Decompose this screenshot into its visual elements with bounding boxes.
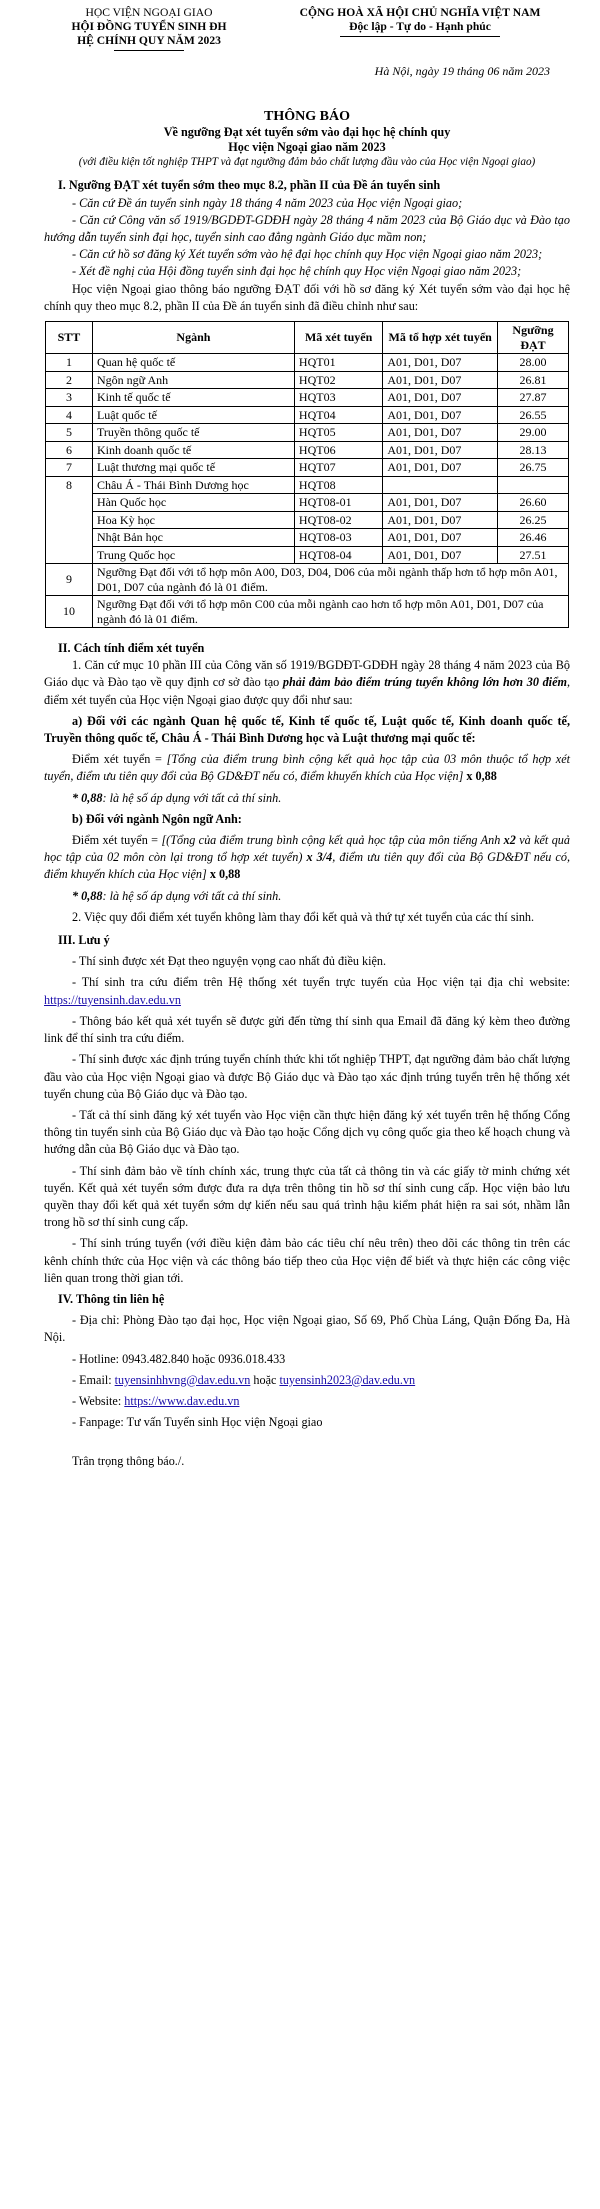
cell-code: HQT08 [294, 476, 382, 494]
email-link-2[interactable]: tuyensinh2023@dav.edu.vn [279, 1372, 416, 1387]
cell-combo: A01, D01, D07 [383, 406, 498, 424]
national-motto: Độc lập - Tự do - Hạnh phúc [349, 20, 491, 33]
cell-stt: 2 [46, 371, 93, 389]
table-row [46, 476, 569, 494]
formula-a [44, 751, 570, 785]
col-header-combo: Mã tổ hợp xét tuyển [383, 322, 498, 354]
cell-combo: A01, D01, D07 [383, 494, 498, 512]
cell-stt: 1 [46, 354, 93, 372]
issuer-line-3: HỆ CHÍNH QUY NĂM 2023 [77, 34, 221, 47]
contact-fanpage: - Fanpage: Tư vấn Tuyển sinh Học viện Ngoại giao [72, 1415, 323, 1430]
formula-label: Điểm xét tuyển = [72, 833, 162, 848]
table-subrow [46, 546, 569, 564]
cell-combo: A01, D01, D07 [383, 546, 498, 564]
cell-combo: A01, D01, D07 [383, 389, 498, 407]
cell-code: HQT08-04 [294, 546, 382, 564]
email-link-1[interactable]: tuyensinhhvng@dav.edu.vn [114, 1372, 251, 1387]
issuer-block [44, 6, 254, 51]
section-3-heading: III. Lưu ý [58, 933, 110, 948]
table-row [46, 441, 569, 459]
cell-combo: A01, D01, D07 [383, 441, 498, 459]
note-item: - Tất cả thí sinh đăng ký xét tuyển vào Học viện cần thực hiện đăng ký xét tuyển trên hệ thống Cổng thông tin tuyển sinh của Bộ Giáo dục và Đào tạo hoặc Cổng dịch vụ công quốc gia theo kế hoạch chung và hướng dẫn của Bộ Giáo dục và Đào tạo. [44, 1107, 570, 1157]
cell-major: Ngôn ngữ Anh [92, 371, 294, 389]
cell-note: Ngưỡng Đạt đối với tổ hợp môn A00, D03, D04, D06 của mỗi ngành thấp hơn tổ hợp môn A01, D01, D07 của ngành đó là 01 điểm. [92, 564, 568, 596]
threshold-table [45, 321, 569, 628]
cell-major: Nhật Bản học [92, 529, 294, 547]
cell-threshold: 26.55 [498, 406, 569, 424]
cell-combo: A01, D01, D07 [383, 354, 498, 372]
section-1-intro: Học viện Ngoại giao thông báo ngưỡng ĐẠT đối với hồ sơ đăng ký Xét tuyển sớm vào đại học hệ chính quy theo mục 8.2, phần II của Đề án tuyển sinh đã điều chỉnh như sau: [44, 281, 570, 313]
formula-body: và kết quả học tập của 02 môn còn lại trong tổ hợp xét tuyển) [44, 833, 570, 865]
section-1-heading: I. Ngưỡng ĐẠT xét tuyển sớm theo mục 8.2, phần II của Đề án tuyển sinh [58, 178, 441, 193]
note-b [44, 888, 570, 905]
cell-threshold: 27.51 [498, 546, 569, 564]
section-2-paragraph-1 [44, 657, 570, 709]
table-row [46, 596, 569, 628]
motto-underline [340, 36, 500, 37]
note-coefficient: * 0,88 [72, 790, 103, 805]
note-item: - Thông báo kết quả xét tuyển sẽ được gửi đến từng thí sinh qua Email đã đăng ký kèm theo đường link để thí sinh tra cứu điểm. [44, 1013, 570, 1046]
cell-code: HQT03 [294, 389, 382, 407]
contact-website [44, 1393, 570, 1410]
basis-1: - Căn cứ Đề án tuyển sinh ngày 18 tháng 4 năm 2023 của Học viện Ngoại giao; [72, 195, 463, 210]
cell-major: Quan hệ quốc tế [92, 354, 294, 372]
cell-code: HQT08-02 [294, 511, 382, 529]
basis-3: - Căn cứ hồ sơ đăng ký Xét tuyển sớm vào hệ đại học chính quy Học viện Ngoại giao năm 2023; [72, 247, 543, 262]
text-run: , điểm xét tuyển của Học viện Ngoại giao được quy đổi như sau: [44, 675, 570, 707]
closing-line: Trân trọng thông báo./. [72, 1454, 185, 1469]
contact-address: - Địa chỉ: Phòng Đào tạo đại học, Học viện Ngoại giao, Số 69, Phố Chùa Láng, Quận Đống Đa, Hà Nội. [44, 1313, 570, 1345]
formula-body: [(Tổng của điểm trung bình cộng kết quả học tập của môn tiếng Anh [161, 833, 504, 848]
cell-threshold: 26.46 [498, 529, 569, 547]
section-2-heading: II. Cách tính điểm xét tuyển [58, 641, 205, 656]
contact-email [44, 1372, 570, 1389]
issuer-underline [114, 50, 184, 51]
note-item: - Thí sinh được xác định trúng tuyển chính thức khi tốt nghiệp THPT, đạt ngưỡng đảm bảo chất lượng đầu vào của Học viện Ngoại giao và được Bộ Giáo dục và Đào tạo xác định trúng tuyển trên hệ thống xét tuyển chung của Bộ Giáo dục và Đào tạo. [44, 1052, 570, 1101]
cell-code: HQT05 [294, 424, 382, 442]
emphasis-run: phải đảm bảo điểm trúng tuyển không lớn hơn 30 điểm [282, 675, 567, 690]
cell-code: HQT01 [294, 354, 382, 372]
cell-threshold: 26.75 [498, 459, 569, 477]
document-subtitle-2: Học viện Ngoại giao năm 2023 [228, 140, 386, 155]
cell-threshold [498, 476, 569, 494]
national-motto-block [270, 6, 570, 51]
text-run: hoặc [250, 1372, 280, 1387]
table-subrow [46, 529, 569, 547]
note-item: - Thí sinh được xét Đạt theo nguyện vọng cao nhất đủ điều kiện. [72, 954, 387, 969]
note-item-lookup [44, 974, 570, 1008]
cell-stt: 4 [46, 406, 93, 424]
text-run: - Website: [72, 1393, 125, 1408]
cell-code: HQT08-01 [294, 494, 382, 512]
cell-code: HQT08-03 [294, 529, 382, 547]
cell-combo: A01, D01, D07 [383, 424, 498, 442]
cell-combo: A01, D01, D07 [383, 459, 498, 477]
cell-major: Kinh doanh quốc tế [92, 441, 294, 459]
cell-major: Hàn Quốc học [92, 494, 294, 512]
text-run: - Email: [72, 1372, 115, 1387]
cell-major: Kinh tế quốc tế [92, 389, 294, 407]
table-row [46, 459, 569, 477]
issuer-line-1: HỌC VIỆN NGOẠI GIAO [85, 6, 213, 19]
section-2-paragraph-2: 2. Việc quy đổi điểm xét tuyển không làm thay đổi kết quả và thứ tự xét tuyển của các thí sinh. [72, 909, 535, 924]
table-row [46, 564, 569, 596]
section-2-a-heading: a) Đối với các ngành Quan hệ quốc tế, Kinh tế quốc tế, Luật quốc tế, Kinh doanh quốc tế, Truyền thông quốc tế, Châu Á - Thái Bình Dương học và Luật thương mại quốc tế: [44, 713, 570, 746]
cell-combo: A01, D01, D07 [383, 511, 498, 529]
cell-threshold: 28.13 [498, 441, 569, 459]
website-link[interactable]: https://www.dav.edu.vn [124, 1393, 240, 1408]
formula-multiplier: x 3/4 [306, 850, 333, 865]
cell-stt: 8 [46, 476, 93, 564]
cell-stt: 10 [46, 596, 93, 628]
formula-label: Điểm xét tuyển = [72, 752, 167, 767]
cell-major: Châu Á - Thái Bình Dương học [92, 476, 294, 494]
cell-major: Trung Quốc học [92, 546, 294, 564]
formula-coefficient: x 0,88 [463, 769, 497, 784]
col-header-threshold: Ngưỡng ĐẠT [498, 322, 569, 354]
cell-stt: 7 [46, 459, 93, 477]
cell-note: Ngưỡng Đạt đối với tổ hợp môn C00 của mỗi ngành cao hơn tổ hợp môn A01, D01, D07 của ngành đó là 01 điểm. [92, 596, 568, 628]
table-header-row [46, 322, 569, 354]
basis-4: - Xét đề nghị của Hội đồng tuyển sinh đại học hệ chính quy Học viện Ngoại giao năm 2023; [72, 264, 522, 279]
formula-body: , điểm ưu tiên quy đổi của Bộ GD&ĐT nếu có, điểm khuyến khích của Học viện] [44, 850, 570, 882]
col-header-stt: STT [46, 322, 93, 354]
note-text: : là hệ số áp dụng với tất cả thí sinh. [102, 888, 282, 903]
cell-threshold: 28.00 [498, 354, 569, 372]
cell-major: Hoa Kỳ học [92, 511, 294, 529]
note-coefficient: * 0,88 [72, 888, 103, 903]
text-run: 1. Căn cứ mục 10 phần III của Công văn số 1919/BGDĐT-GDĐH ngày 28 tháng 4 năm 2023 của Bộ Giáo dục và Đào tạo về quy định cơ sở đào tạo [44, 658, 570, 690]
cell-stt: 9 [46, 564, 93, 596]
contact-hotline: - Hotline: 0943.482.840 hoặc 0936.018.433 [72, 1351, 286, 1366]
formula-body: [Tổng của điểm trung bình cộng kết quả học tập của 03 môn thuộc tổ hợp xét tuyển, điểm ưu tiên quy đổi của Bộ GD&ĐT nếu có, điểm khuyến khích của Học viện] [44, 752, 570, 784]
table-row [46, 406, 569, 424]
table-row [46, 389, 569, 407]
col-header-code: Mã xét tuyển [294, 322, 382, 354]
col-header-major: Ngành [92, 322, 294, 354]
formula-multiplier: x2 [503, 833, 516, 848]
cell-threshold: 26.81 [498, 371, 569, 389]
cell-code: HQT04 [294, 406, 382, 424]
note-item: - Thí sinh trúng tuyển (với điều kiện đảm bảo các tiêu chí nêu trên) theo dõi các thông tin trên các kênh chính thức của Học viện và các thông báo tiếp theo của Học viện để biết và thực hiện các công việc liên quan trong thời gian tới. [44, 1236, 570, 1285]
issuer-line-2: HỘI ĐỒNG TUYỂN SINH ĐH [71, 20, 227, 33]
document-subtitle-3: (với điều kiện tốt nghiệp THPT và đạt ngưỡng đảm bảo chất lượng đầu vào của Học viện Ngoại giao) [78, 156, 536, 169]
cell-stt: 5 [46, 424, 93, 442]
admission-portal-link[interactable]: https://tuyensinh.dav.edu.vn [44, 992, 181, 1007]
cell-major: Luật thương mại quốc tế [92, 459, 294, 477]
cell-threshold: 26.25 [498, 511, 569, 529]
cell-threshold: 26.60 [498, 494, 569, 512]
note-item: - Thí sinh đảm bảo về tính chính xác, trung thực của tất cả thông tin và các giấy tờ minh chứng xét tuyển. Kết quả xét tuyển sớm được đưa ra dựa trên thông tin hồ sơ thí sinh cung cấp. Học viện bảo lưu quyền thay đổi kết quả xét tuyển sớm dự kiến nếu sau quá trình hậu kiểm phát hiện ra sai sót, nhầm lẫn trong hồ sơ thí sinh cung cấp. [44, 1163, 570, 1230]
document-title: THÔNG BÁO [264, 109, 350, 125]
document-date: Hà Nội, ngày 19 tháng 06 năm 2023 [374, 64, 550, 78]
document-subtitle-1: Về ngưỡng Đạt xét tuyển sớm vào đại học hệ chính quy [163, 125, 451, 140]
note-text: : là hệ số áp dụng với tất cả thí sinh. [102, 790, 282, 805]
note-a [44, 790, 570, 807]
cell-threshold: 27.87 [498, 389, 569, 407]
cell-code: HQT07 [294, 459, 382, 477]
table-row [46, 354, 569, 372]
national-title: CỘNG HOÀ XÃ HỘI CHỦ NGHĨA VIỆT NAM [299, 6, 541, 19]
cell-combo [383, 476, 498, 494]
cell-stt: 3 [46, 389, 93, 407]
cell-major: Luật quốc tế [92, 406, 294, 424]
cell-threshold: 29.00 [498, 424, 569, 442]
cell-code: HQT02 [294, 371, 382, 389]
basis-2: - Căn cứ Công văn số 1919/BGDĐT-GDĐH ngày 28 tháng 4 năm 2023 của Bộ Giáo dục và Đào tạo hướng dẫn tuyển sinh đại học, tuyển sinh cao đẳng ngành Giáo dục mầm non; [44, 212, 570, 245]
table-subrow [46, 494, 569, 512]
table-subrow [46, 511, 569, 529]
cell-stt: 6 [46, 441, 93, 459]
cell-combo: A01, D01, D07 [383, 371, 498, 389]
cell-major: Truyền thông quốc tế [92, 424, 294, 442]
cell-code: HQT06 [294, 441, 382, 459]
table-row [46, 371, 569, 389]
text-run: - Thí sinh tra cứu điểm trên Hệ thống xét tuyển trực tuyến của Học viện tại địa chỉ website: [72, 975, 570, 990]
formula-coefficient: x 0,88 [206, 867, 241, 882]
document-header [44, 6, 570, 51]
cell-combo: A01, D01, D07 [383, 529, 498, 547]
table-row [46, 424, 569, 442]
section-2-b-heading: b) Đối với ngành Ngôn ngữ Anh: [72, 811, 242, 826]
formula-b [44, 832, 570, 884]
section-4-heading: IV. Thông tin liên hệ [58, 1291, 165, 1306]
